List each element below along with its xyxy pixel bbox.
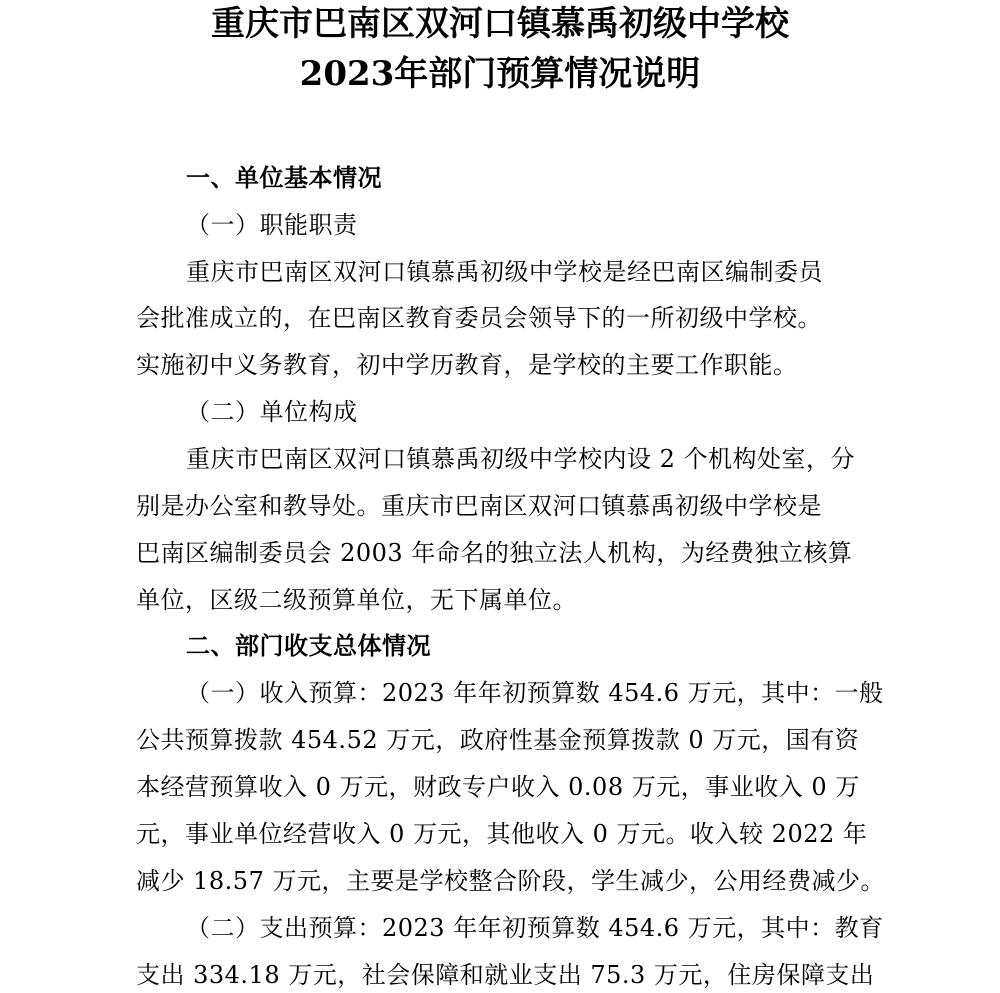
body-text-line: 别是办公室和教导处。重庆市巴南区双河口镇慕禹初级中学校是 [136, 492, 822, 520]
document-title-line-2: 2023年部门预算情况说明 [299, 54, 701, 94]
body-text-line: 本经营预算收入 0 万元，财政专户收入 0.08 万元，事业收入 0 万 [136, 773, 860, 801]
body-text-line: 单位，区级二级预算单位，无下属单位。 [136, 586, 577, 614]
body-text-line: （二）单位构成 [186, 398, 358, 426]
body-text-line: 巴南区编制委员会 2003 年命名的独立法人机构，为经费独立核算 [136, 539, 853, 567]
body-text-line: （一）职能职责 [186, 211, 358, 239]
body-text-line: 会批准成立的，在巴南区教育委员会领导下的一所初级中学校。 [136, 304, 822, 332]
body-text-line: （一）收入预算：2023 年年初预算数 454.6 万元，其中：一般 [186, 679, 884, 707]
body-text-line: （二）支出预算：2023 年年初预算数 454.6 万元，其中：教育 [186, 914, 884, 942]
body-text-line: 重庆市巴南区双河口镇慕禹初级中学校内设 2 个机构处室，分 [186, 445, 856, 473]
body-text-line: 元，事业单位经营收入 0 万元，其他收入 0 万元。收入较 2022 年 [136, 820, 868, 848]
body-text-line: 公共预算拨款 454.52 万元，政府性基金预算拨款 0 万元，国有资 [136, 726, 860, 754]
body-text-line: 实施初中义务教育，初中学历教育，是学校的主要工作职能。 [136, 351, 798, 379]
section-heading: 一、单位基本情况 [186, 163, 382, 192]
body-text-line: 减少 18.57 万元，主要是学校整合阶段，学生减少，公用经费减少。 [136, 867, 885, 895]
body-text-line: 支出 334.18 万元，社会保障和就业支出 75.3 万元，住房保障支出 [136, 961, 875, 989]
section-heading: 二、部门收支总体情况 [186, 631, 431, 660]
body-text-line: 重庆市巴南区双河口镇慕禹初级中学校是经巴南区编制委员 [186, 258, 823, 286]
document-title-line-1: 重庆市巴南区双河口镇慕禹初级中学校 [211, 4, 789, 44]
